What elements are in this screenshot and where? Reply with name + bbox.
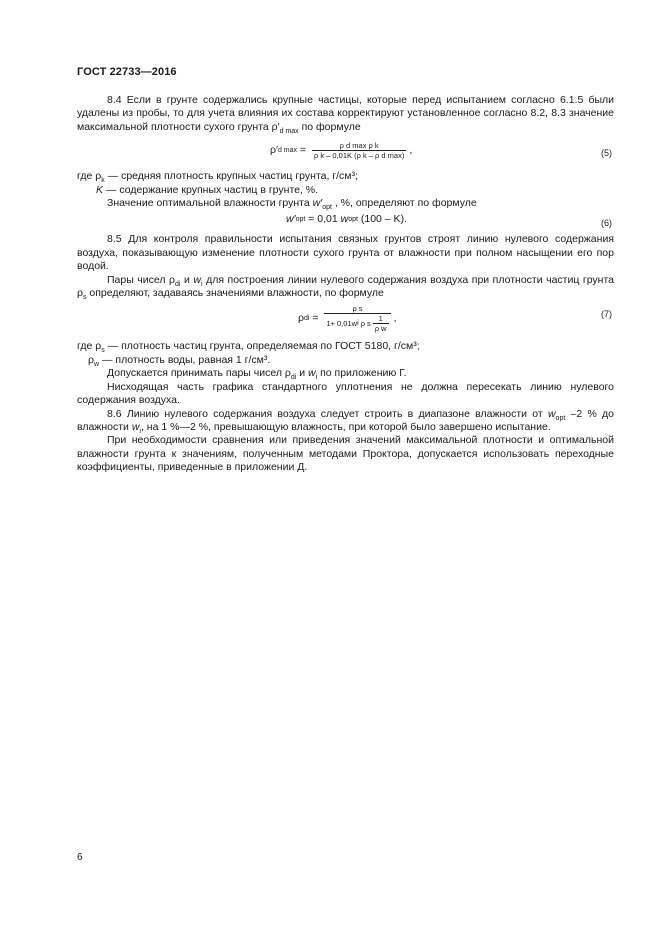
- text: — содержание крупных частиц в грунте, %.: [103, 183, 319, 196]
- symbol: ρ′: [271, 120, 280, 133]
- formula-number: (5): [601, 148, 612, 159]
- denominator: 1+ 0,01w i ρ s $\frac{1}{\text{ρ w}}$: [324, 313, 390, 333]
- equals: =: [309, 312, 322, 325]
- document-body: [77, 94, 614, 475]
- where-line: [77, 184, 614, 197]
- where-line: [77, 170, 614, 183]
- text: , %, определяют по формуле: [331, 197, 477, 210]
- text: определяют, задаваясь значениями влажности, по формуле: [86, 287, 384, 300]
- inner-numerator: 1: [378, 314, 383, 324]
- text: Значение оптимальной влажности грунта: [107, 197, 313, 210]
- subscript: di: [290, 374, 297, 382]
- subscript: i: [200, 280, 203, 288]
- numerator: ρ d max ρ k: [339, 141, 379, 151]
- text: , на 1 %—2 %, превышающую влажность, при которой было завершено испытание.: [140, 420, 551, 433]
- paragraph-allow: [77, 367, 614, 380]
- formula-tail: ,: [409, 144, 413, 157]
- denominator: ρ k – 0,01K (ρ k – ρ d max): [313, 151, 405, 161]
- formula-number: (6): [601, 218, 612, 229]
- subscript: d max: [279, 127, 299, 135]
- inner-denominator: ρ w: [374, 324, 387, 334]
- symbol: ρ: [88, 353, 94, 366]
- symbol: w: [308, 367, 316, 380]
- paragraph-8-6: [77, 408, 614, 435]
- symbol: w: [193, 273, 201, 286]
- where-line: [77, 340, 614, 353]
- subscript: w: [93, 360, 100, 368]
- subscript: di: [175, 280, 181, 288]
- equals: =: [297, 144, 309, 157]
- symbol: ρ: [284, 367, 291, 380]
- formula-number: (7): [601, 309, 612, 320]
- subscript: s: [101, 347, 105, 355]
- formula-lhs: ρ: [298, 312, 304, 325]
- symbol: ρ: [169, 273, 176, 286]
- denominator-text: ρ s: [358, 319, 371, 329]
- formula-7: ρ di = ρ s 1+ 0,01w i ρ s $\frac{1}{\text{ρ w}}$ , (7): [298, 304, 612, 334]
- formula-lhs: w′: [286, 213, 296, 226]
- inner-fraction: [373, 314, 389, 333]
- text: — плотность частиц грунта, определяемая по ГОСТ 5180, г/см³;: [104, 340, 420, 353]
- fraction: [312, 141, 406, 160]
- text: –2 % до влажности: [77, 407, 614, 433]
- denominator-text: 1+ 0,01w: [326, 319, 358, 329]
- text: по приложению Г.: [317, 367, 407, 380]
- numerator: ρ s: [352, 304, 363, 314]
- text: 8.6 Линию нулевого содержания воздуха следует строить в диапазоне влажности от: [107, 407, 548, 420]
- paragraph-pairs: [77, 274, 614, 301]
- paragraph-compare: При необходимости сравнения или приведения значений максимальной плотности и оптимальной влажности грунта к значениям, полученным методами Проктора, допускается использовать переходные коэффициенты, приведенные в приложении Д.: [77, 434, 614, 474]
- text: для построения линии нулевого содержания воздуха при плотности частиц грунта: [202, 273, 615, 286]
- text: Пары чисел: [107, 273, 170, 286]
- text: — плотность воды, равная 1 г/см³.: [99, 353, 271, 366]
- symbol: w: [547, 407, 556, 420]
- where-line: [77, 354, 614, 367]
- paragraph-opt: [77, 197, 614, 210]
- symbol: ρ: [95, 170, 102, 183]
- symbol: w: [131, 420, 140, 433]
- formula-mid: = 0,01: [305, 213, 341, 226]
- text: по формуле: [298, 120, 361, 133]
- subscript: i: [139, 428, 141, 435]
- subscript: s: [82, 294, 87, 302]
- text: — средняя плотность крупных частиц грунта, г/см³;: [104, 170, 358, 183]
- text: и: [180, 273, 194, 286]
- paragraph-8-4: [77, 94, 614, 134]
- fraction: [324, 304, 390, 333]
- symbol: w: [340, 213, 349, 226]
- page-number: 6: [77, 852, 83, 863]
- text: Допускается принимать пары чисел: [107, 367, 285, 380]
- formula-tail: (100 – K).: [357, 213, 407, 226]
- text: и: [296, 367, 309, 380]
- subscript: k: [101, 177, 105, 185]
- symbol: w′: [312, 197, 323, 210]
- formula-6: w′ opt = 0,01 w opt (100 – K). (6): [77, 210, 614, 230]
- subscript: i: [315, 374, 318, 382]
- text: где: [77, 170, 96, 183]
- text: 8.4 Если в грунте содержались крупные частицы, которые перед испытанием согласно 6.1.5 были удалены из пробы, то для учета влияния их состава корректируют установленное согласно 8.2, 8.3 значение максимальной плотности сухого грунта: [77, 94, 614, 133]
- formula-5: ρ′ d max = $\frac{\text{ρ d max ρ k}}{\text{ρ k – 0,01K (ρ k – ρ d max)}}$ , (5): [270, 141, 612, 161]
- subscript: opt: [555, 414, 566, 422]
- document-header: ГОСТ 22733—2016: [77, 66, 177, 78]
- subscript: opt: [322, 204, 332, 212]
- paragraph-8-5: 8.5 Для контроля правильности испытания связных грунтов строят линию нулевого содержания воздуха, показывающую изменение плотности сухого грунта от влажности при полном насыщении его пор водой.: [77, 233, 614, 273]
- symbol: ρ: [95, 340, 102, 353]
- formula-tail: ,: [393, 312, 397, 325]
- text: где: [77, 340, 96, 353]
- formula-lhs: ρ′: [270, 144, 278, 157]
- symbol: ρ: [77, 287, 83, 300]
- symbol: K: [96, 183, 104, 196]
- paragraph-descending: Нисходящая часть графика стандартного уплотнения не должна пересекать линию нулевого содержания воздуха.: [77, 380, 614, 407]
